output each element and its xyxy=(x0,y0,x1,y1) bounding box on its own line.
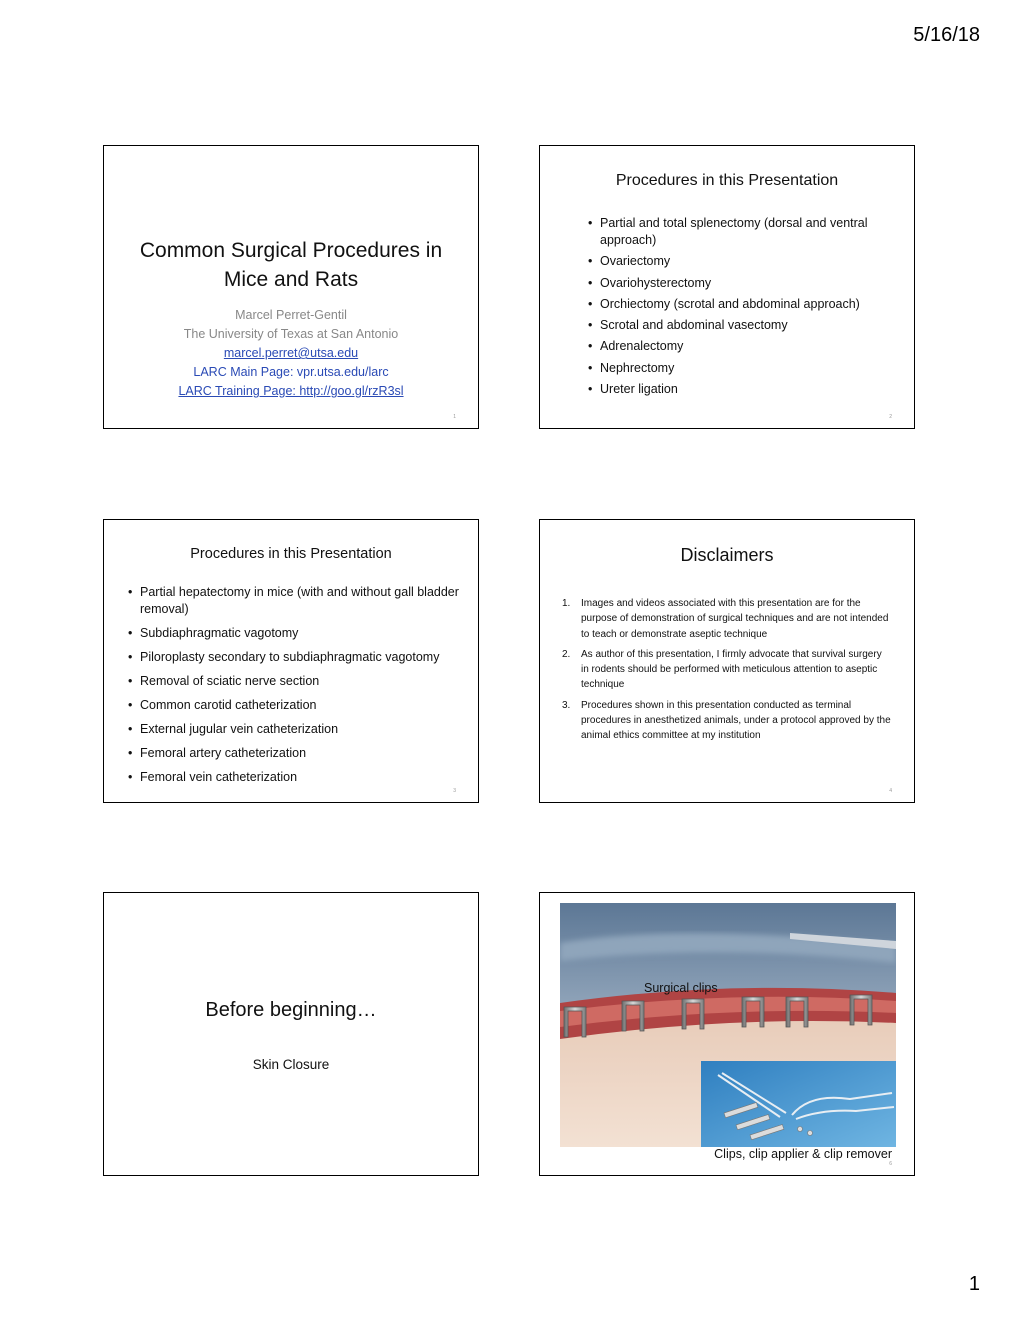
slide-number: 2 xyxy=(889,414,892,420)
slide-6 xyxy=(539,892,915,1176)
slide-2 xyxy=(539,145,915,429)
list-item: • Adrenalectomy xyxy=(588,338,900,355)
page-number: 1 xyxy=(968,1273,980,1295)
slide-1 xyxy=(103,145,479,429)
list-item: • Ovariohysterectomy xyxy=(588,275,900,292)
slide-title: Procedures in this Presentation xyxy=(190,546,392,562)
author-block xyxy=(104,306,478,401)
presentation-title: Common Surgical Procedures in Mice and Rats xyxy=(139,239,443,291)
section-subtitle: Skin Closure xyxy=(252,1057,330,1072)
list-item: • Nephrectomy xyxy=(588,360,900,377)
list-item: • Subdiaphragmatic vagotomy xyxy=(128,625,464,642)
slide-number: 3 xyxy=(453,788,456,794)
training-page-link[interactable]: LARC Training Page: http://goo.gl/rzR3sl xyxy=(178,384,404,398)
list-item: 3. Procedures shown in this presentation conducted as terminal procedures in anesthetized animals, under a protocol approved by the animal ethics committee at my institution xyxy=(562,699,891,742)
list-item: • Ureter ligation xyxy=(588,381,900,398)
list-item: • Piloroplasty secondary to subdiaphragmatic vagotomy xyxy=(128,649,464,666)
slide-number: 1 xyxy=(453,414,456,420)
procedure-list xyxy=(588,215,900,402)
header-date: 5/16/18 xyxy=(913,24,980,46)
author-name: Marcel Perret-Gentil xyxy=(235,308,347,322)
slide-title: Disclaimers xyxy=(680,545,774,565)
slide-number: 4 xyxy=(889,788,892,794)
slide-4 xyxy=(539,519,915,803)
slide-5 xyxy=(103,892,479,1176)
list-item: • Ovariectomy xyxy=(588,253,900,270)
instruments-caption: Clips, clip applier & clip remover xyxy=(714,1147,892,1161)
slide-title: Procedures in this Presentation xyxy=(615,172,839,189)
email-link[interactable]: marcel.perret@utsa.edu xyxy=(223,346,359,360)
list-item: • Removal of sciatic nerve section xyxy=(128,673,464,690)
list-item: 2. As author of this presentation, I firmly advocate that survival surgery in rodents should be performed with meticulous attention to aseptic technique xyxy=(562,648,882,691)
surgical-clips-illustration xyxy=(560,903,896,1147)
surgical-clips-photo xyxy=(560,903,896,1147)
section-title: Before beginning… xyxy=(205,999,377,1021)
list-item: • Orchiectomy (scrotal and abdominal approach) xyxy=(588,296,900,313)
list-item: • External jugular vein catheterization xyxy=(128,721,464,738)
procedure-list xyxy=(128,584,464,793)
list-item: • Scrotal and abdominal vasectomy xyxy=(588,317,900,334)
slide-number: 6 xyxy=(889,1161,892,1167)
main-page-link[interactable]: LARC Main Page: vpr.utsa.edu/larc xyxy=(193,365,389,379)
list-item: • Femoral vein catheterization xyxy=(128,769,464,786)
list-item: • Partial and total splenectomy (dorsal and ventral approach) xyxy=(588,215,900,249)
list-item: 1. Images and videos associated with this presentation are for the purpose of demonstration of surgical techniques and are not intended to teach or demonstrate aseptic technique xyxy=(562,598,889,640)
slide-3 xyxy=(103,519,479,803)
list-item: • Partial hepatectomy in mice (with and without gall bladder removal) xyxy=(128,584,464,618)
disclaimer-list xyxy=(562,596,892,749)
list-item: • Femoral artery catheterization xyxy=(128,745,464,762)
list-item: • Common carotid catheterization xyxy=(128,697,464,714)
surgical-clips-caption: Surgical clips xyxy=(644,981,718,995)
affiliation: The University of Texas at San Antonio xyxy=(183,327,399,341)
